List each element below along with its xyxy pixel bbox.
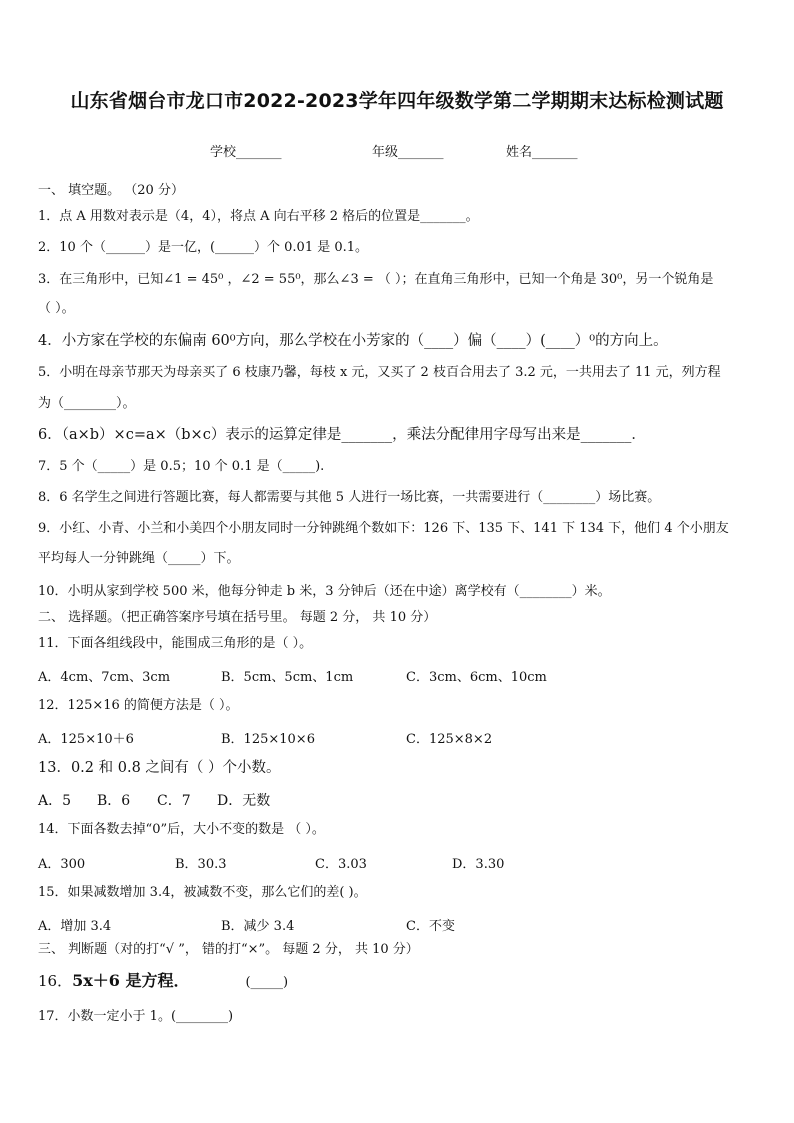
question-16-expression: 5x＋6	[72, 971, 120, 990]
question-17: 17．小数一定小于 1。(________)	[38, 1009, 234, 1024]
question-9-line-1: 9．小红、小青、小兰和小美四个小朋友同时一分钟跳绳个数如下：126 下、135 下、141 下 134 下，他们 4 个小朋友	[38, 521, 729, 536]
q13-option-d: D．无数	[217, 793, 271, 809]
q14-option-c: C．3.03	[315, 857, 367, 872]
question-11: 11．下面各组线段中，能围成三角形的是（ ）。	[38, 636, 313, 651]
question-2: 2．10 个（______）是一亿，(______）个 0.01 是 0.1。	[38, 240, 369, 255]
q11-option-c: C．3cm、6cm、10cm	[406, 670, 547, 685]
question-16-text: 是方程．	[119, 971, 190, 990]
school-field: 学校_______	[210, 145, 282, 160]
q12-option-c: C．125×8×2	[406, 732, 493, 747]
q15-option-b: B．减少 3.4	[221, 919, 295, 934]
question-15: 15．如果减数增加 3.4，被减数不变，那么它们的差( )。	[38, 885, 367, 900]
question-6: 6．（a×b）×c=a×（b×c）表示的运算定律是_______，乘法分配律用字母写出来是_______．	[38, 427, 646, 443]
question-14: 14．下面各数去掉“0”后，大小不变的数是 （ ）。	[38, 822, 325, 837]
student-info-row	[0, 141, 794, 161]
q13-option-b: B．6	[97, 793, 131, 809]
q14-option-b: B．30.3	[175, 857, 227, 872]
question-3-line-2: （ ）。	[38, 301, 75, 316]
q14-option-a: A．300	[38, 857, 86, 872]
question-1: 1．点 A 用数对表示是（4，4），将点 A 向右平移 2 格后的位置是_______。	[38, 209, 479, 224]
question-8: 8．6 名学生之间进行答题比赛，每人都需要与其他 5 人进行一场比赛，一共需要进行（________）场比赛。	[38, 490, 661, 505]
q14-option-d: D．3.30	[452, 857, 505, 872]
question-16-number: 16．	[38, 972, 73, 990]
q11-option-a: A．4cm、7cm、3cm	[38, 670, 171, 685]
question-5-line-1: 5．小明在母亲节那天为母亲买了 6 枝康乃馨，每枝 x 元，又买了 2 枝百合用去了 3.2 元，一共用去了 11 元，列方程	[38, 365, 721, 380]
grade-field: 年级_______	[372, 145, 444, 160]
question-3-line-1: 3．在三角形中，已知∠1 = 45⁰ ，∠2 = 55⁰，那么∠3 = （ ）；在直角三角形中，已知一个角是 30⁰，另一个锐角是	[38, 272, 714, 287]
q13-option-c: C．7	[157, 793, 191, 809]
q12-option-b: B．125×10×6	[221, 732, 315, 747]
question-12: 12．125×16 的简便方法是（ ）。	[38, 698, 239, 713]
question-9-line-2: 平均每人一分钟跳绳（_____）下。	[38, 551, 240, 566]
q11-option-b: B．5cm、5cm、1cm	[221, 670, 354, 685]
section-heading-judgment: 三、 判断题（对的打“√ ”， 错的打“×”。 每题 2 分， 共 10 分）	[38, 942, 419, 957]
section-heading-fill-in: 一、 填空题。 （20 分）	[38, 183, 184, 198]
question-4: 4．小方家在学校的东偏南 60⁰方向，那么学校在小芳家的（____）偏（____）(____）⁰的方向上。	[38, 333, 668, 349]
question-7: 7．5 个（_____）是 0.5；10 个 0.1 是（_____).	[38, 459, 325, 474]
question-5-line-2: 为（________）。	[38, 396, 136, 411]
section-heading-choice: 二、 选择题。（把正确答案序号填在括号里。 每题 2 分， 共 10 分）	[38, 610, 437, 625]
q15-option-c: C．不变	[406, 919, 455, 934]
name-field: 姓名_______	[506, 145, 578, 160]
q12-option-a: A．125×10＋6	[38, 732, 134, 747]
question-16-blank: (_____)	[245, 975, 289, 990]
question-13: 13．0.2 和 0.8 之间有（ ）个小数。	[38, 760, 281, 776]
q13-option-a: A．5	[38, 793, 72, 809]
q15-option-a: A．增加 3.4	[38, 919, 112, 934]
question-16	[38, 972, 764, 992]
question-10: 10．小明从家到学校 500 米，他每分钟走 b 米，3 分钟后（还在中途）离学校有（________）米。	[38, 584, 611, 599]
page-title: 山东省烟台市龙口市2022-2023学年四年级数学第二学期期末达标检测试题	[70, 90, 724, 112]
